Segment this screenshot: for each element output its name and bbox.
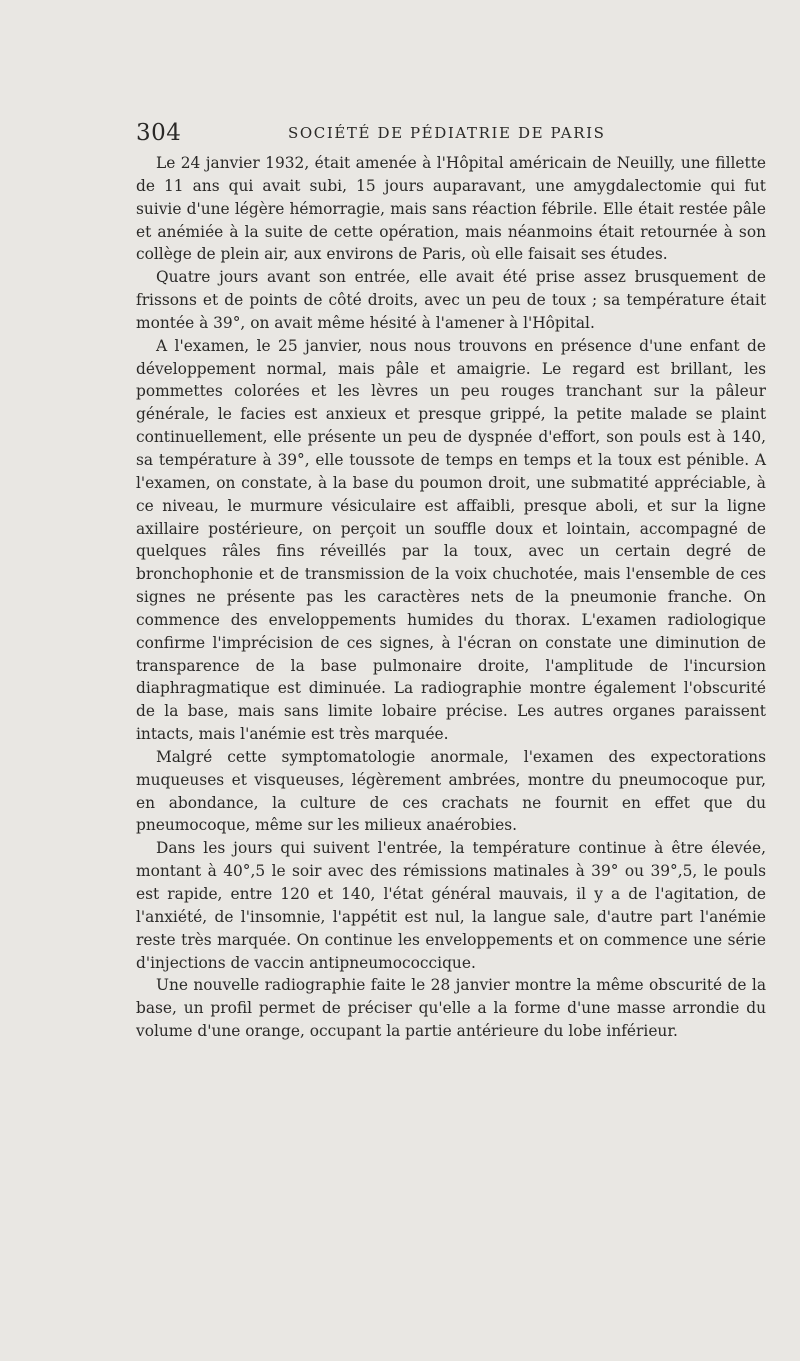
paragraph-case-introduction: Le 24 janvier 1932, était amenée à l'Hôpital américain de Neuilly, une fillette de 11 ans qui avait subi, 15 jours auparavant, une amygdalectomie qui fut suivie d'une légère hémorragie, mais sans réaction fébrile. Elle était restée pâle et anémiée à la suite de cette opération, mais néanmoins était retournée à son collège de plein air, aux environs de Paris, où elle faisait ses études. [136,154,766,264]
paragraph-new-radiography: Une nouvelle radiographie faite le 28 janvier montre la même obscurité de la base, un profil permet de préciser qu'elle a la forme d'une masse arrondie du volume d'une orange, occupant la partie antérieure du lobe inférieur. [136,976,766,1041]
page-header [136,120,766,150]
paragraph-following-days: Dans les jours qui suivent l'entrée, la température continue à être élevée, montant à 40°,5 le soir avec des rémissions matinales à 39° ou 39°,5, le pouls est rapide, entre 120 et 140, l'état général mauvais, il y a de l'agitation, de l'anxiété, de l'insomnie, l'appétit est nul, la langue sale, d'autre part l'anémie reste très marquée. On continue les enveloppements et on commence une série d'injections de vaccin antipneumococcique. [136,839,766,972]
paragraph-onset: Quatre jours avant son entrée, elle avait été prise assez brusquement de frissons et de points de côté droits, avec un peu de toux ; sa température était montée à 39°, on avait même hésité à l'amener à l'Hôpital. [136,268,766,332]
article-body [136,152,766,1043]
paragraph-sputum-analysis: Malgré cette symptomatologie anormale, l'examen des expectorations muqueuses et visqueuses, légèrement ambrées, montre du pneumocoque pur, en abondance, la culture de ces crachats ne fournit en effet que du pneumocoque, même sur les milieux anaérobies. [136,747,766,835]
running-title: SOCIÉTÉ DE PÉDIATRIE DE PARIS [288,124,606,142]
paragraph-examination: A l'examen, le 25 janvier, nous nous trouvons en présence d'une enfant de développement normal, mais pâle et amaigrie. Le regard est brillant, les pommettes colorées et les lèvres un peu rouges tranchant sur la pâleur générale, le facies est anxieux et presque grippé, la petite malade se plaint continuellement, elle présente un peu de dyspnée d'effort, son pouls est à 140, sa température à 39°, elle toussote de temps en temps et la toux est pénible. A l'examen, on constate, à la base du poumon droit, une submatité appréciable, à ce niveau, le murmure vésiculaire est affaibli, presque aboli, et sur la ligne axillaire postérieure, on perçoit un souffle doux et lointain, accompagné de quelques râles fins réveillés par la toux, avec un certain degré de bronchophonie et de transmission de la voix chuchotée, mais l'ensemble de ces signes ne présente pas les caractères nets de la pneumonie franche. On commence des enveloppements humides du thorax. L'examen radiologique confirme l'imprécision de ces signes, à l'écran on constate une diminution de transparence de la base pulmonaire droite, l'amplitude de l'incursion diaphragmatique est diminuée. La radiographie montre également l'obscurité de la base, mais sans limite lobaire précise. Les autres organes paraissent intacts, mais l'anémie est très marquée. [136,336,766,744]
page-number: 304 [136,120,182,146]
